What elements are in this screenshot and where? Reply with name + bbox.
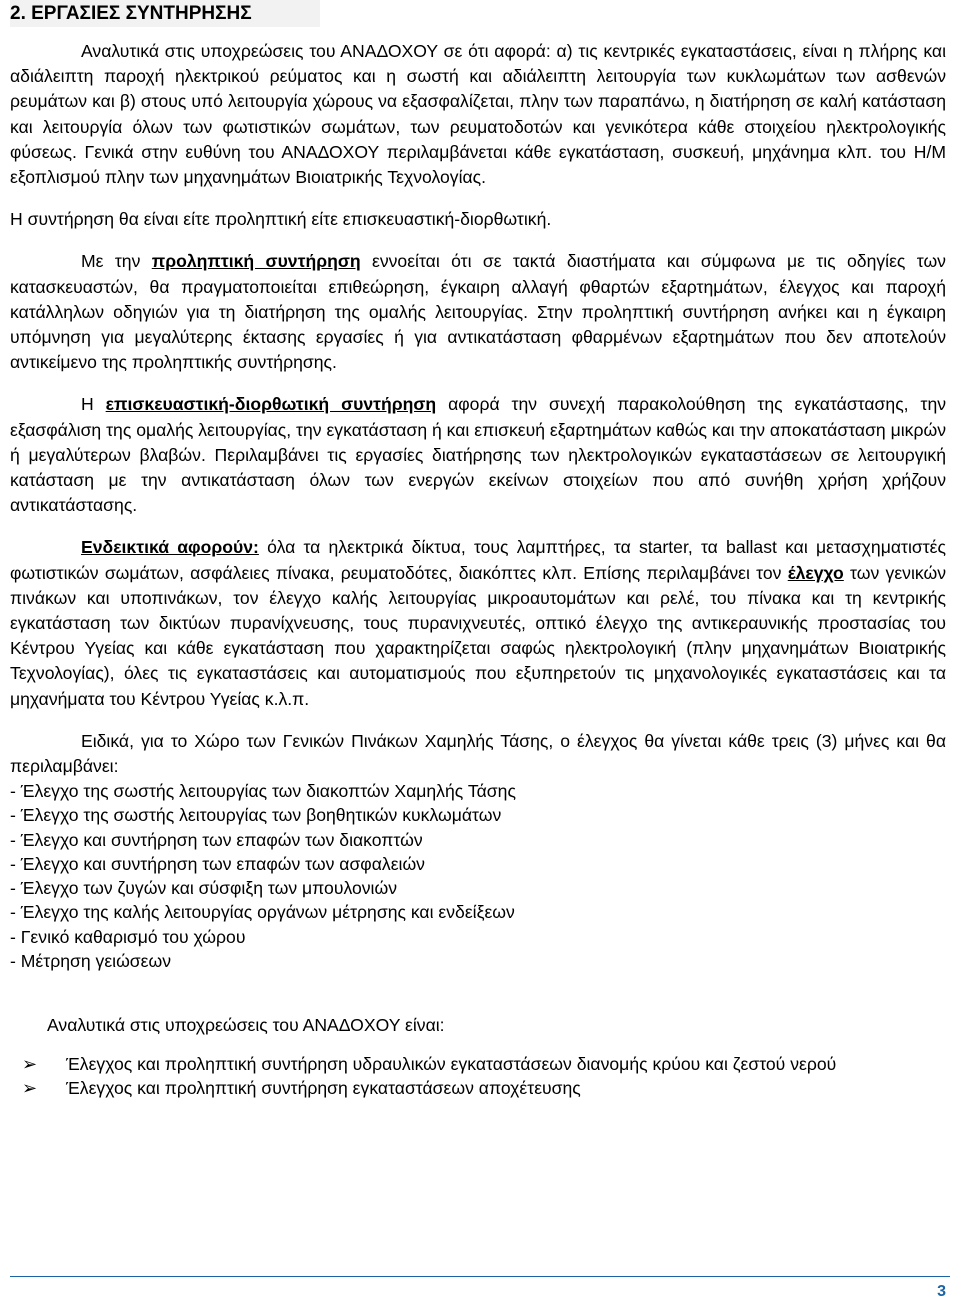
corrective-maintenance-paragraph xyxy=(10,392,946,518)
panel-checks-list xyxy=(10,779,946,973)
section-heading: 2. ΕΡΓΑΣΙΕΣ ΣΥΝΤΗΡΗΣΗΣ xyxy=(10,0,320,27)
indicative-term: Ενδεικτικά αφορούν: xyxy=(81,537,259,558)
preventive-pre: Με την xyxy=(81,251,152,272)
indicative-scope-paragraph xyxy=(10,535,946,711)
spacer xyxy=(10,1038,946,1052)
obligations-list xyxy=(10,1052,946,1100)
spacer xyxy=(10,712,946,729)
intro-paragraph: Αναλυτικά στις υποχρεώσεις του ΑΝΑΔΟΧΟΥ σε ότι αφορά: α) τις κεντρικές εγκαταστάσεις, είναι η πλήρης και αδιάλειπτη παροχή ηλεκτρικού ρεύματος και η σωστή και αδιάλειπτη λειτουργία των κυκλωμάτων των ασθενών ρευμάτων και β) στους υπό λειτουργία χώρους να εξασφαλίζεται, πλην των παραπάνω, η διατήρηση σε καλή κατάσταση και λειτουργία όλων των φωτιστικών σωμάτων, των ρευματοδοτών και γενικότερα κάθε στοιχείου ηλεκτρολογικής φύσεως. Γενικά στην ευθύνη του ΑΝΑΔΟΧΟΥ περιλαμβάνεται κάθε εγκατάσταση, συσκευή, μηχάνημα κλπ. του Η/Μ εξοπλισμού πλην των μηχανημάτων Βιοιατρικής Τεχνολογίας. xyxy=(10,41,946,188)
spacer xyxy=(10,973,946,1013)
list-item: - Έλεγχο και συντήρηση των επαφών των διακοπτών xyxy=(10,829,423,850)
spacer xyxy=(10,375,946,392)
corrective-pre: Η xyxy=(81,394,106,415)
preventive-maintenance-paragraph xyxy=(10,249,946,375)
list-item: - Μέτρηση γειώσεων xyxy=(10,950,172,971)
obligations-intro: Αναλυτικά στις υποχρεώσεις του ΑΝΑΔΟΧΟΥ είναι: xyxy=(47,1014,445,1035)
footer-divider xyxy=(10,1276,950,1277)
list-item: - Έλεγχο της σωστής λειτουργίας των διακοπτών Χαμηλής Τάσης xyxy=(10,781,516,802)
corrective-term: επισκευαστική-διορθωτική συντήρηση xyxy=(105,394,437,415)
obligation-text: Έλεγχος και προληπτική συντήρηση εγκαταστάσεων αποχέτευσης xyxy=(66,1077,581,1098)
arrow-bullet-icon: ➢ xyxy=(22,1053,38,1074)
indicative-body-1: όλα τα ηλεκτρικά δίκτυα, τους λαμπτήρες, τα starter, τα ballast και μετασχηματιστές φωτιστικών σωμάτων, ασφάλειες πίνακα, ρευματοδότες, διακόπτες κλπ. Επίσης περιλαμβάνει τον xyxy=(10,537,946,583)
spacer xyxy=(10,518,946,535)
spacer xyxy=(10,27,946,39)
list-item xyxy=(10,1076,946,1100)
indicative-body-2: των γενικών πινάκων και υποπινάκων, τον έλεγχο καλής λειτουργίας μικροαυτομάτων και ρελέ, του πίνακα και τη κεντρικής εγκατάσταση των δικτύων πυρανίχνευσης, τους πυρανιχνευτές, οπτικό έλεγχο της αντικεραυνικής προστασίας του Κέντρου Υγείας και κάθε εγκατάσταση που χαρακτηρίζεται σαφώς ηλεκτρολογική (πλην μηχανημάτων Βιοιατρικής Τεχνολογίας), όλες τις εγκαταστάσεις και αυτοματισμούς που εξυπηρετούν τις μηχανολογικές εγκαταστάσεις και τα μηχανήματα του Κέντρου Υγείας κ.λ.π. xyxy=(10,562,946,709)
page-number: 3 xyxy=(937,1283,946,1300)
list-item: - Έλεγχο των ζυγών και σύσφιξη των μπουλονιών xyxy=(10,878,398,899)
preventive-body: εννοείται ότι σε τακτά διαστήματα και σύμφωνα με τις οδηγίες των κατασκευαστών, θα πραγματοποιείται επιθεώρηση, έγκαιρη αλλαγή φθαρτών εξαρτημάτων, έλεγχος και παροχή κατάλληλων οδηγιών για τη διατήρηση της ομαλής λειτουργίας. Στην προληπτική συντήρηση ανήκει και η έγκαιρη υπόμνηση για μεγαλύτερης έκτασης εργασίες ή για αντικατάσταση φθαρμένων εξαρτημάτων που δεν αποτελούν αντικείμενο της προληπτικής συντήρησης. xyxy=(10,251,946,373)
obligation-text: Έλεγχος και προληπτική συντήρηση υδραυλικών εγκαταστάσεων διανομής κρύου και ζεστού νερού xyxy=(66,1053,837,1074)
list-item: - Έλεγχο και συντήρηση των επαφών των ασφαλειών xyxy=(10,853,425,874)
list-item: - Γενικό καθαρισμό του χώρου xyxy=(10,926,246,947)
panel-inspection-paragraph: Ειδικά, για το Χώρο των Γενικών Πινάκων Χαμηλής Τάσης, ο έλεγχος θα γίνεται κάθε τρεις (3) μήνες και θα περιλαμβάνει: xyxy=(10,730,946,777)
list-item xyxy=(10,1052,946,1076)
corrective-body: αφορά την συνεχή παρακολούθηση της εγκατάστασης, την εξασφάλιση της ομαλής λειτουργίας, την εγκατάσταση ή και επισκευή εξαρτημάτων καθώς και την αποκατάσταση μικρών ή μεγαλύτερων βλαβών. Περιλαμβάνει τις εργασίες διατήρησης των ηλεκτρολογικών εγκαταστάσεων σε λειτουργική κατάσταση με την αντικατάσταση όλων των ενεργών εκείνων στοιχείων που από συνήθη χρήση χρήζουν αντικατάστασης. xyxy=(10,394,947,516)
preventive-term: προληπτική συντήρηση xyxy=(151,251,361,272)
maintenance-types-paragraph: Η συντήρηση θα είναι είτε προληπτική είτε επισκευαστική-διορθωτική. xyxy=(10,209,552,230)
spacer xyxy=(10,232,946,249)
document-page xyxy=(10,0,946,1100)
list-item: - Έλεγχο της καλής λειτουργίας οργάνων μέτρησης και ενδείξεων xyxy=(10,902,515,923)
control-term: έλεγχο xyxy=(787,562,844,583)
list-item: - Έλεγχο της σωστής λειτουργίας των βοηθητικών κυκλωμάτων xyxy=(10,805,502,826)
arrow-bullet-icon: ➢ xyxy=(22,1077,38,1098)
spacer xyxy=(10,190,946,207)
